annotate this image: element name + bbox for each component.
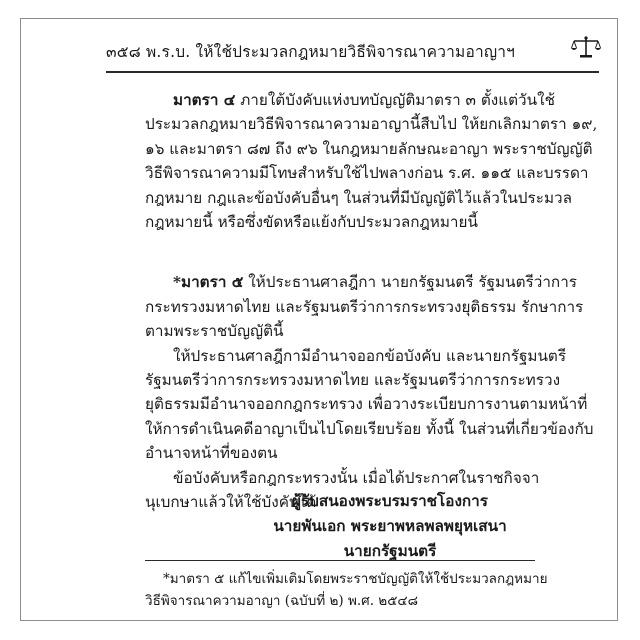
section-5-para2-line: ให้ประธานศาลฎีกามีอำนาจออกข้อบังคับ และนายกรัฐมนตรี xyxy=(173,346,567,365)
footnote-line: วิธีพิจารณาความอาญา (ฉบับที่ ๒) พ.ศ. ๒๕๔๘ xyxy=(145,593,419,609)
section-5-para3-line: ข้อบังคับหรือกฎกระทรวงนั้น เมื่อได้ประกาศในราชกิจจา xyxy=(173,468,540,487)
section-5-para3-line: นุเบกษาแล้วให้ใช้บังคับได้ xyxy=(145,493,317,512)
section-5-para2-line: รัฐมนตรีว่าการกระทรวงมหาดไทย และรัฐมนตรีว่าการกระทรวง xyxy=(145,371,561,390)
signature-countersign: ผู้รับสนองพระบรมราชโองการ xyxy=(292,492,488,510)
section-4-line: มาตรา ๔ ภายใต้บังคับแห่งบทบัญญัติมาตรา ๓ ตั้งแต่วันใช้ xyxy=(173,91,555,109)
page-header xyxy=(21,19,617,63)
section-5-line: กระทรวงมหาดไทย และรัฐมนตรีว่าการกระทรวงยุติธรรม รักษาการ xyxy=(145,297,584,316)
footnote-rule xyxy=(145,560,535,561)
paragraph-gap xyxy=(145,234,535,270)
scales-of-justice-icon xyxy=(571,35,601,59)
section-4-line: ๑๖ และมาตรา ๘๗ ถึง ๙๖ ในกฎหมายลักษณะอาญา พระราชบัญญัติ xyxy=(145,139,593,158)
section-5-para2-line: ยุติธรรมมีอำนาจออกกฎกระทรวง เพื่อวางระเบียบการงานตามหน้าที่ xyxy=(145,395,588,414)
section-5-line: ตามพระราชบัญญัตินี้ xyxy=(145,322,284,341)
footnote-line: *มาตรา ๕ แก้ไขเพิ่มเติมโดยพระราชบัญญัติให้ใช้ประมวลกฎหมาย xyxy=(163,571,548,587)
document-body xyxy=(145,88,598,515)
section-5-para2-line: อำนาจหน้าที่ของตน xyxy=(145,444,278,463)
running-head: ๓๕๘ พ.ร.บ. ให้ใช้ประมวลกฎหมายวิธีพิจารณาความอาญาฯ xyxy=(106,43,516,61)
section-4-line: ประมวลกฎหมายวิธีพิจารณาความอาญานี้สืบไป ให้ยกเลิกมาตรา ๑๙, xyxy=(145,115,598,134)
section-5-para2-line: ให้การดำเนินคดีอาญาเป็นไปโดยเรียบร้อย ทั้งนี้ ในส่วนที่เกี่ยวข้องกับ xyxy=(145,419,594,438)
signature-name: นายพันเอก พระยาพหลพลพยุหเสนา xyxy=(273,517,507,535)
section-4-label: มาตรา ๔ xyxy=(173,91,236,109)
section-5-label: *มาตรา ๕ xyxy=(173,273,244,292)
section-5-line: *มาตรา ๕ ให้ประธานศาลฎีกา นายกรัฐมนตรี รัฐมนตรีว่าการ xyxy=(173,273,577,292)
section-4-line: กฎหมาย กฎและข้อบังคับอื่นๆ ในส่วนที่มีบัญญัติไว้แล้วในประมวล xyxy=(145,188,572,207)
signature-title: นายกรัฐมนตรี xyxy=(343,542,437,560)
footnote xyxy=(145,568,548,612)
header-rule xyxy=(106,71,599,73)
section-4-line: กฎหมายนี้ หรือซึ่งขัดหรือแย้งกับประมวลกฎหมายนี้ xyxy=(145,213,478,232)
section-4-line: วิธีพิจารณาความมีโทษสำหรับใช้ไปพลางก่อน ร.ศ. ๑๑๕ และบรรดา xyxy=(145,164,589,183)
